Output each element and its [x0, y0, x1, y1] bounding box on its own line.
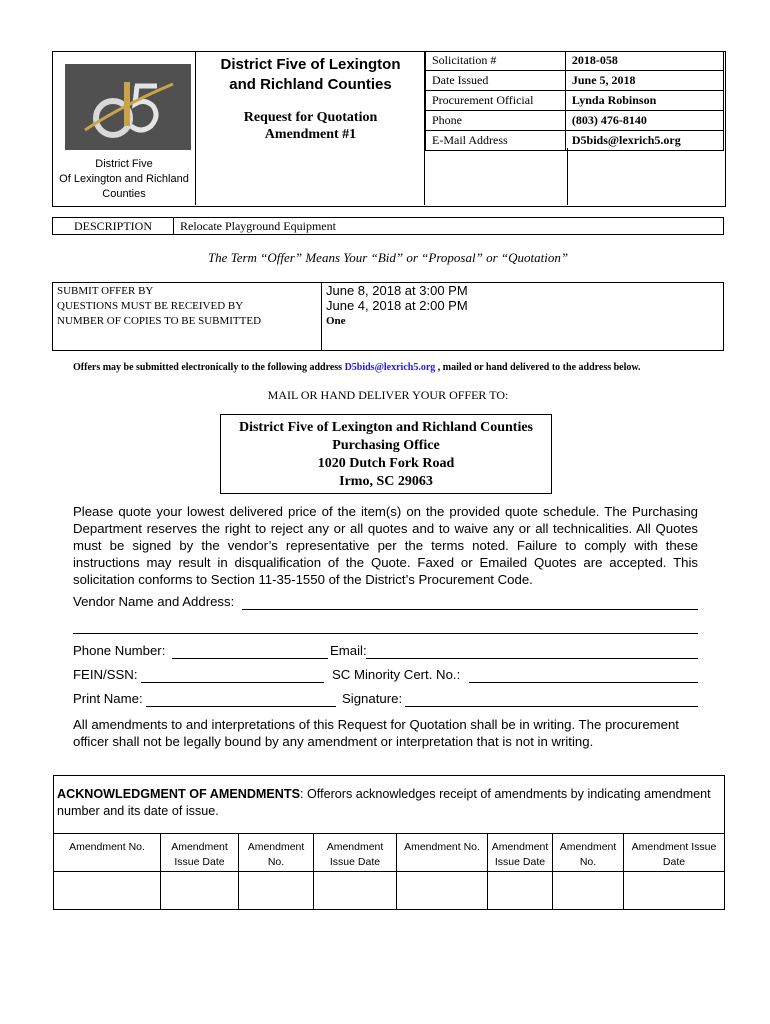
info-label: Solicitation #	[426, 51, 566, 71]
rfq-title-line: Amendment #1	[264, 127, 357, 142]
amendment-table	[54, 833, 724, 909]
submission-label: NUMBER OF COPIES TO BE SUBMITTED	[53, 313, 322, 328]
bids-email-link[interactable]: D5bids@lexrich5.org	[344, 362, 436, 373]
logo-caption	[52, 157, 196, 202]
description-value: Relocate Playground Equipment	[174, 218, 724, 235]
acknowledgement-heading: ACKNOWLEDGMENT OF AMENDMENTS	[57, 787, 300, 801]
vendor-name-field[interactable]	[242, 609, 698, 610]
amendment-date-input[interactable]	[624, 872, 725, 910]
email-label: Email:	[330, 643, 367, 658]
info-row	[426, 91, 724, 111]
info-value: (803) 476-8140	[565, 111, 723, 131]
vendor-label: Vendor Name and Address:	[73, 594, 235, 609]
logo-cell	[52, 51, 196, 205]
amendment-col-header: Amendment Issue Date	[314, 834, 397, 872]
electronic-submission-note	[73, 361, 693, 374]
acknowledgement-body: : Offerors acknowledges receipt of amendments by indicating amendment number and its date of issue.	[57, 787, 711, 818]
amendment-col-header: Amendment Issue Date	[488, 834, 553, 872]
logo-caption-line: Of Lexington and Richland	[59, 173, 189, 185]
amendments-paragraph: All amendments to and interpretations of this Request for Quotation shall be in writing. The procurement officer shall not be legally bound by any amendment or interpretation that is not in writing.	[73, 717, 679, 749]
signature-label: Signature:	[342, 691, 403, 706]
solicitation-info-table	[425, 51, 724, 151]
phone-label: Phone Number:	[73, 643, 166, 658]
submission-value: June 8, 2018 at 3:00 PM	[326, 283, 468, 298]
submission-table	[52, 282, 724, 351]
address-line: Irmo, SC 29063	[339, 474, 433, 489]
offers-text: Offers may be submitted electronically to the following address	[73, 362, 345, 373]
amendment-no-input[interactable]	[553, 872, 624, 910]
logo-caption-line: District Five	[95, 158, 153, 170]
print-name-label: Print Name:	[73, 691, 143, 706]
amendment-col-header: Amendment No.	[54, 834, 161, 872]
submission-value: June 4, 2018 at 2:00 PM	[326, 298, 468, 313]
acknowledgement-text	[57, 786, 717, 820]
submission-label: QUESTIONS MUST BE RECEIVED BY	[53, 298, 322, 313]
info-value: Lynda Robinson	[565, 91, 723, 111]
info-label: Procurement Official	[426, 91, 566, 111]
fein-field[interactable]	[141, 682, 324, 683]
submission-row	[53, 298, 724, 313]
address-line: 1020 Dutch Fork Road	[317, 456, 455, 471]
address-line: District Five of Lexington and Richland Counties	[238, 420, 533, 435]
submission-value: One	[326, 314, 346, 327]
fein-label: FEIN/SSN:	[73, 667, 138, 682]
amendment-col-header: Amendment Issue Date	[624, 834, 725, 872]
info-label: E-Mail Address	[426, 131, 566, 151]
submission-row	[53, 313, 724, 328]
rfq-title-line: Request for Quotation	[243, 110, 378, 125]
submission-label: SUBMIT OFFER BY	[53, 283, 322, 299]
rfq-title	[196, 109, 425, 143]
signature-field[interactable]	[405, 706, 698, 707]
amendment-col-header: Amendment No.	[397, 834, 488, 872]
phone-field[interactable]	[172, 658, 328, 659]
amendment-no-input[interactable]	[397, 872, 488, 910]
info-row	[426, 51, 724, 71]
info-value: D5bids@lexrich5.org	[565, 131, 723, 151]
info-label: Phone	[426, 111, 566, 131]
description-label: DESCRIPTION	[53, 218, 174, 235]
term-note: The Term “Offer” Means Your “Bid” or “Proposal” or “Quotation”	[207, 250, 569, 265]
submission-row	[53, 283, 724, 299]
info-row	[426, 71, 724, 91]
address-line: Purchasing Office	[332, 438, 440, 453]
title-cell	[196, 51, 425, 205]
amendment-col-header: Amendment No.	[239, 834, 314, 872]
info-label: Date Issued	[426, 71, 566, 91]
mailing-address-box	[220, 414, 552, 494]
print-name-field[interactable]	[146, 706, 336, 707]
info-blank-divider	[425, 148, 568, 205]
submission-blank	[322, 328, 724, 351]
minority-cert-label: SC Minority Cert. No.:	[332, 667, 461, 682]
district-name-line: District Five of Lexington	[220, 56, 401, 73]
email-field[interactable]	[366, 658, 698, 659]
offers-text: , mailed or hand delivered to the address below.	[435, 362, 641, 373]
instructions-paragraph: Please quote your lowest delivered price of the item(s) on the provided quote schedule. The Purchasing Department reserves the right to reject any or all quotes and to waive any or all technicalities. All Quotes must be signed by the vendor’s representative per the terms noted. Failure to comply with these instructions may result in disqualification of the Quote. Faxed or Emailed Quotes are accepted. This solicitation conforms to Section 11-35-1550 of the District’s Procurement Code.	[73, 504, 698, 587]
minority-cert-field[interactable]	[469, 682, 698, 683]
info-value: June 5, 2018	[565, 71, 723, 91]
mail-heading: MAIL OR HAND DELIVER YOUR OFFER TO:	[267, 388, 509, 402]
amendment-col-header: Amendment No.	[553, 834, 624, 872]
amendment-date-input[interactable]	[488, 872, 553, 910]
amendment-no-input[interactable]	[54, 872, 161, 910]
amendment-date-input[interactable]	[314, 872, 397, 910]
district-logo	[65, 64, 191, 150]
amendment-no-input[interactable]	[239, 872, 314, 910]
info-row	[426, 111, 724, 131]
amendment-col-header: Amendment Issue Date	[161, 834, 239, 872]
district-name-line: and Richland Counties	[229, 76, 392, 93]
acknowledgement-box	[53, 775, 725, 910]
submission-blank	[53, 328, 322, 351]
vendor-address-field[interactable]	[73, 633, 698, 634]
description-table	[52, 217, 724, 235]
logo-caption-line: Counties	[102, 188, 146, 200]
info-value: 2018-058	[565, 51, 723, 71]
district-name	[196, 55, 425, 95]
amendment-date-input[interactable]	[161, 872, 239, 910]
